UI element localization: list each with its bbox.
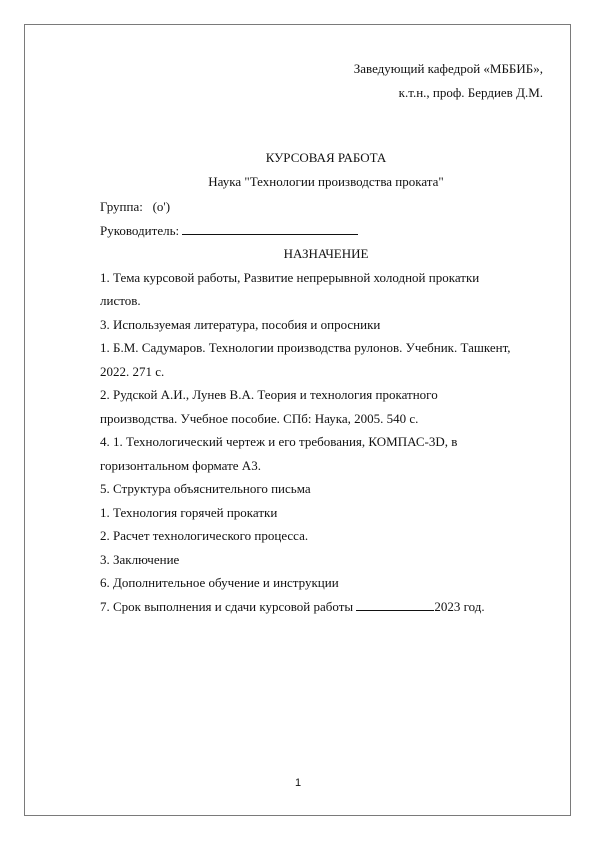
subject-title: Наука "Технологии производства проката" <box>208 174 444 189</box>
approval-header <box>354 57 543 105</box>
page-number: 1 <box>294 777 302 789</box>
group-value: (o') <box>152 199 171 214</box>
extra-training-line: 6. Дополнительное обучение и инструкции <box>100 575 339 590</box>
document-title: КУРСОВАЯ РАБОТА <box>265 150 387 165</box>
assignment-heading: НАЗНАЧЕНИЕ <box>283 246 369 261</box>
deadline-line <box>100 595 552 619</box>
literature-heading: 3. Используемая литература, пособия и опросники <box>100 316 381 332</box>
head-name-line: к.т.н., проф. Бердиев Д.М. <box>398 85 543 100</box>
structure-item-2: 2. Расчет технологического процесса. <box>100 528 309 543</box>
supervisor-label: Руководитель: <box>100 222 180 238</box>
structure-item-3: 3. Заключение <box>100 551 180 567</box>
literature-1-line-2: 2022. 271 с. <box>100 363 165 379</box>
literature-2-line-2: производства. Учебное пособие. СПб: Наука, 2005. 540 с. <box>100 410 419 426</box>
supervisor-blank <box>182 222 358 235</box>
deadline-suffix: 2023 год. <box>434 598 485 614</box>
topic-line-1: 1. Тема курсовой работы, Развитие непрерывной холодной прокатки <box>100 269 480 285</box>
drawing-line-1: 4. 1. Технологический чертеж и его требования, КОМПАС-3D, в <box>100 434 458 449</box>
document-body <box>100 195 552 618</box>
topic-line-2: листов. <box>100 293 141 308</box>
literature-2-line-1: 2. Рудской А.И., Лунев В.А. Теория и технология прокатного <box>100 387 438 402</box>
head-of-department-line: Заведующий кафедрой «МББИБ», <box>353 61 543 76</box>
deadline-prefix: 7. Срок выполнения и сдачи курсовой работы <box>100 598 354 614</box>
title-block <box>100 146 552 194</box>
group-label: Группа: <box>100 199 143 214</box>
group-field <box>100 195 552 219</box>
literature-1-line-1: 1. Б.М. Садумаров. Технологии производства рулонов. Учебник. Ташкент, <box>100 340 511 355</box>
supervisor-field <box>100 219 552 243</box>
deadline-blank <box>356 598 434 611</box>
drawing-line-2: горизонтальном формате А3. <box>100 457 261 473</box>
structure-heading: 5. Структура объяснительного письма <box>100 481 311 496</box>
structure-item-1: 1. Технология горячей прокатки <box>100 504 278 520</box>
